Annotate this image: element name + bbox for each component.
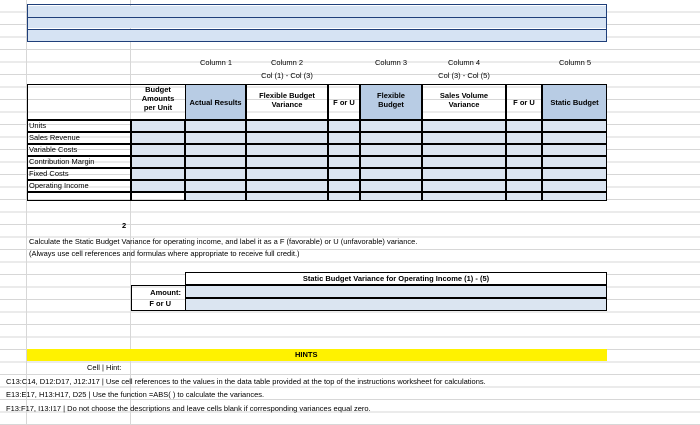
- cell-actual-results[interactable]: [185, 192, 246, 201]
- row-label-sales-revenue: Sales Revenue: [29, 133, 80, 142]
- cell-sales-volume-variance[interactable]: [422, 144, 506, 156]
- column-3-label: Column 3: [374, 58, 408, 67]
- cell-f-or-u-1[interactable]: [328, 192, 360, 201]
- header-blank-cell: [27, 84, 131, 120]
- cell-f-or-u-1[interactable]: [328, 144, 360, 156]
- cell-f-or-u-2[interactable]: [506, 180, 542, 192]
- hint-line-3: F13:F17, I13:I17 | Do not choose the descriptions and leave cells blank if corresponding variances equal zero.: [6, 404, 371, 413]
- cell-flexible-budget-variance[interactable]: [246, 192, 328, 201]
- cell-budget-per-unit[interactable]: [131, 156, 185, 168]
- column-5-label: Column 5: [558, 58, 592, 67]
- amount-input[interactable]: [185, 285, 607, 298]
- cell-actual-results[interactable]: [185, 144, 246, 156]
- row-label-units: Units: [29, 121, 47, 130]
- question-instruction: Calculate the Static Budget Variance for operating income, and label it as a F (favorable) or U (unfavorable) variance.: [29, 237, 418, 246]
- cell-flexible-budget-variance[interactable]: [246, 120, 328, 132]
- hints-title: HINTS: [295, 350, 318, 359]
- f-or-u-label: F or U: [149, 299, 171, 308]
- cell-label: [27, 192, 131, 201]
- cell-flexible-budget[interactable]: [360, 168, 422, 180]
- cell-static-budget[interactable]: [542, 120, 607, 132]
- cell-budget-per-unit[interactable]: [131, 192, 185, 201]
- cell-f-or-u-1[interactable]: [328, 168, 360, 180]
- cell-sales-volume-variance[interactable]: [422, 120, 506, 132]
- column-2-label: Column 2: [270, 58, 304, 67]
- answer-table-title: Static Budget Variance for Operating Income (1) - (5): [185, 272, 607, 285]
- row-label-variable-costs: Variable Costs: [29, 145, 78, 154]
- cell-static-budget[interactable]: [542, 132, 607, 144]
- cell-static-budget[interactable]: [542, 168, 607, 180]
- cell-flexible-budget[interactable]: [360, 180, 422, 192]
- cell-f-or-u-2[interactable]: [506, 132, 542, 144]
- cell-static-budget[interactable]: [542, 180, 607, 192]
- cell-flexible-budget[interactable]: [360, 156, 422, 168]
- cell-f-or-u-2[interactable]: [506, 156, 542, 168]
- cell-actual-results[interactable]: [185, 132, 246, 144]
- amount-label: Amount:: [150, 288, 181, 297]
- cell-sales-volume-variance[interactable]: [422, 192, 506, 201]
- cell-f-or-u-2[interactable]: [506, 120, 542, 132]
- question-note: (Always use cell references and formulas where appropriate to receive full credit.): [29, 249, 300, 258]
- cell-f-or-u-1[interactable]: [328, 180, 360, 192]
- cell-flexible-budget-variance[interactable]: [246, 168, 328, 180]
- cell-flexible-budget[interactable]: [360, 144, 422, 156]
- header-sales-volume-variance: Sales Volume Variance: [422, 84, 506, 120]
- header-budget-amount: Budget Amounts per Unit: [131, 84, 185, 120]
- column-1-label: Column 1: [199, 58, 233, 67]
- f-or-u-input[interactable]: [185, 298, 607, 311]
- cell-flexible-budget[interactable]: [360, 120, 422, 132]
- cell-flexible-budget-variance[interactable]: [246, 180, 328, 192]
- cell-flexible-budget[interactable]: [360, 192, 422, 201]
- header-f-or-u-2: F or U: [506, 84, 542, 120]
- cell-flexible-budget-variance[interactable]: [246, 144, 328, 156]
- cell-budget-per-unit[interactable]: [131, 144, 185, 156]
- header-flexible-budget-variance: Flexible Budget Variance: [246, 84, 328, 120]
- cell-sales-volume-variance[interactable]: [422, 132, 506, 144]
- cell-f-or-u-1[interactable]: [328, 156, 360, 168]
- hints-header: Cell | Hint:: [87, 363, 122, 372]
- cell-budget-per-unit[interactable]: [131, 132, 185, 144]
- header-static-budget: Static Budget: [542, 84, 607, 120]
- cell-budget-per-unit[interactable]: [131, 180, 185, 192]
- cell-static-budget[interactable]: [542, 156, 607, 168]
- column-4-formula: Col (3) - Col (5): [438, 71, 490, 80]
- row-label-contribution-margin: Contribution Margin: [29, 157, 95, 166]
- header-f-or-u-1: F or U: [328, 84, 360, 120]
- hint-line-2: E13:E17, H13:H17, D25 | Use the function =ABS( ) to calculate the variances.: [6, 390, 265, 399]
- cell-f-or-u-2[interactable]: [506, 168, 542, 180]
- header-actual-results: Actual Results: [185, 84, 246, 120]
- hint-line-1: C13:C14, D12:D17, J12:J17 | Use cell references to the values in the data table provided at the top of the instructions worksheet for calculations.: [6, 377, 486, 386]
- row-label-operating-income: Operating Income: [29, 181, 89, 190]
- cell-actual-results[interactable]: [185, 120, 246, 132]
- header-flexible-budget: Flexible Budget: [360, 84, 422, 120]
- cell-static-budget[interactable]: [542, 192, 607, 201]
- cell-actual-results[interactable]: [185, 180, 246, 192]
- cell-f-or-u-1[interactable]: [328, 132, 360, 144]
- cell-budget-per-unit[interactable]: [131, 168, 185, 180]
- cell-f-or-u-2[interactable]: [506, 144, 542, 156]
- cell-sales-volume-variance[interactable]: [422, 156, 506, 168]
- cell-budget-per-unit[interactable]: [131, 120, 185, 132]
- cell-f-or-u-1[interactable]: [328, 120, 360, 132]
- header-banner: [27, 4, 607, 42]
- cell-sales-volume-variance[interactable]: [422, 180, 506, 192]
- question-number: 2: [122, 221, 127, 230]
- column-2-formula: Col (1) - Col (3): [261, 71, 313, 80]
- cell-actual-results[interactable]: [185, 168, 246, 180]
- cell-flexible-budget-variance[interactable]: [246, 132, 328, 144]
- cell-static-budget[interactable]: [542, 144, 607, 156]
- column-4-label: Column 4: [447, 58, 481, 67]
- cell-flexible-budget[interactable]: [360, 132, 422, 144]
- cell-flexible-budget-variance[interactable]: [246, 156, 328, 168]
- cell-f-or-u-2[interactable]: [506, 192, 542, 201]
- row-label-fixed-costs: Fixed Costs: [29, 169, 69, 178]
- cell-actual-results[interactable]: [185, 156, 246, 168]
- cell-sales-volume-variance[interactable]: [422, 168, 506, 180]
